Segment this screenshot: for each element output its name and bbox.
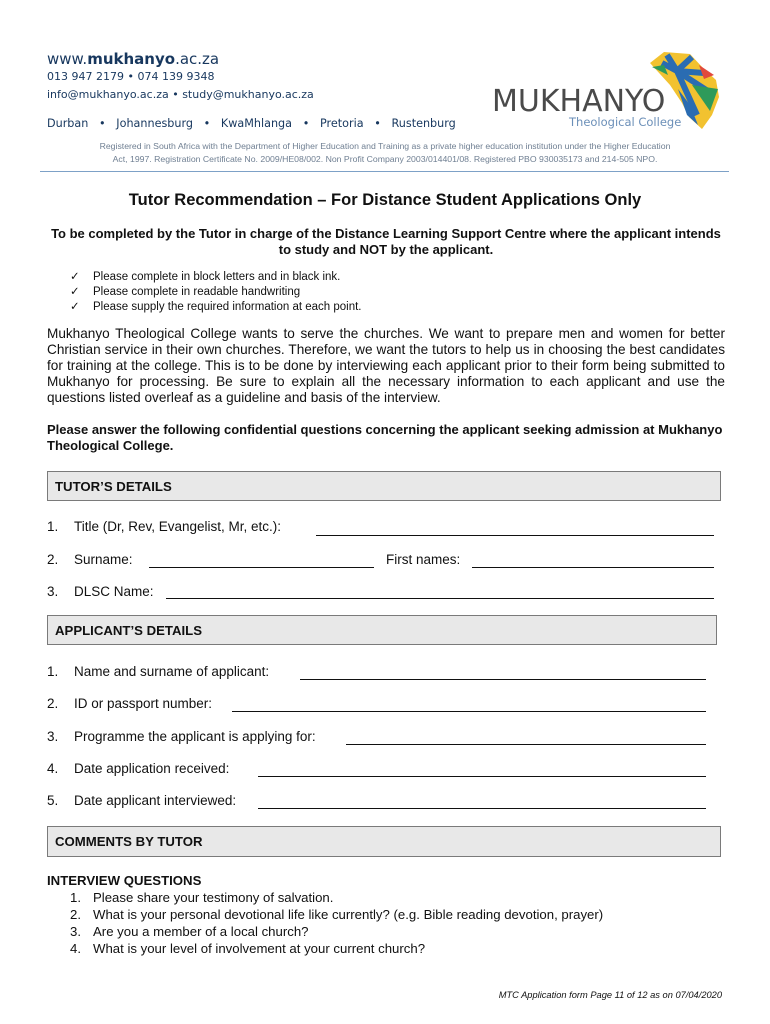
- intro-paragraph: Mukhanyo Theological College wants to serve the churches. We want to prepare men and women for better Christian service in their own churches. Therefore, we want the tutors to help us in choosing the best candidates for training at the college. This is to be done by interviewing each applicant prior to their form being submitted to Mukhanyo for processing. Be sure to explain all the necessary information to each applicant and use the questions listed overleaf as a guideline and basis of the interview.: [47, 326, 725, 405]
- tutor-surname-field[interactable]: 2. Surname:: [47, 552, 133, 567]
- tutor-firstnames-label: First names:: [386, 552, 461, 567]
- interview-questions: [70, 889, 603, 957]
- confidential-note: Please answer the following confidential questions concerning the applicant seeking admission at Mukhanyo Theological College.: [47, 422, 723, 453]
- city: KwaMhlanga: [220, 117, 293, 130]
- id-passport-line[interactable]: [232, 711, 706, 712]
- comments-header: COMMENTS BY TUTOR: [47, 826, 721, 857]
- instruction-item: ✓ Please supply the required information at each point.: [70, 301, 362, 313]
- instruction-item: ✓ Please complete in block letters and in black ink.: [70, 271, 341, 283]
- website-url: www.mukhanyo.ac.za: [47, 50, 220, 68]
- tutor-title-line[interactable]: [316, 535, 714, 536]
- city: Pretoria: [319, 117, 364, 130]
- registration-info: Registered in South Africa with the Department of Higher Education and Training as a private higher education institution under the Higher Education Act, 1997. Registration Certificate No. 2009/HE08/002. Non Profit Company 2003/014401/08. Registered PBO 930035173 and 214-505 NPO.: [99, 141, 671, 164]
- checkmark-icon: ✓: [70, 301, 80, 313]
- date-received-field[interactable]: 4. Date application received:: [47, 761, 230, 776]
- logo-name: MUKHANYO: [492, 84, 666, 119]
- applicant-name-line[interactable]: [300, 679, 706, 680]
- tutor-surname-line[interactable]: [149, 567, 374, 568]
- logo-subtitle: Theological College: [569, 115, 682, 129]
- email-addresses: info@mukhanyo.ac.za • study@mukhanyo.ac.za: [47, 88, 314, 101]
- phone-numbers: 013 947 2179 • 074 139 9348: [47, 70, 215, 83]
- checkmark-icon: ✓: [70, 286, 80, 298]
- header-divider: [40, 171, 729, 172]
- id-passport-field[interactable]: 2. ID or passport number:: [47, 696, 213, 711]
- applicant-details-header: APPLICANT’S DETAILS: [47, 615, 717, 645]
- form-title: Tutor Recommendation – For Distance Student Applications Only: [128, 191, 642, 209]
- form-subtitle: To be completed by the Tutor in charge of the Distance Learning Support Centre where the applicant intends to study and NOT by the applicant.: [51, 226, 721, 257]
- applicant-name-field[interactable]: 1. Name and surname of applicant:: [47, 664, 270, 679]
- instruction-item: ✓ Please complete in readable handwriting: [70, 286, 301, 298]
- question-item: 3. Are you a member of a local church?: [70, 924, 309, 939]
- college-logo: [492, 45, 724, 135]
- programme-field[interactable]: 3. Programme the applicant is applying for:: [47, 729, 316, 744]
- city: Johannesburg: [116, 117, 193, 130]
- question-item: 2. What is your personal devotional life like currently? (e.g. Bible reading devotion, prayer): [70, 907, 604, 922]
- tutor-firstnames-line[interactable]: [472, 567, 714, 568]
- checkmark-icon: ✓: [70, 271, 80, 283]
- dlsc-name-line[interactable]: [166, 598, 714, 599]
- date-received-line[interactable]: [258, 776, 706, 777]
- tutor-title-field[interactable]: 1. Title (Dr, Rev, Evangelist, Mr, etc.):: [47, 519, 282, 534]
- dlsc-name-field[interactable]: 3. DLSC Name:: [47, 584, 154, 599]
- city: Rustenburg: [391, 117, 456, 130]
- interview-heading: INTERVIEW QUESTIONS: [47, 873, 202, 888]
- city: Durban: [47, 117, 89, 130]
- question-item: 4. What is your level of involvement at your current church?: [70, 941, 426, 956]
- programme-line[interactable]: [346, 744, 706, 745]
- campus-cities: Durban • Johannesburg • KwaMhlanga • Pretoria • Rustenburg: [47, 117, 456, 130]
- page-footer: MTC Application form Page 11 of 12 as on 07/04/2020: [498, 990, 722, 1000]
- date-interviewed-line[interactable]: [258, 808, 706, 809]
- date-interviewed-field[interactable]: 5. Date applicant interviewed:: [47, 793, 237, 808]
- tutor-details-header: TUTOR’S DETAILS: [47, 471, 721, 501]
- instruction-list: [70, 270, 362, 315]
- question-item: 1. Please share your testimony of salvation.: [70, 890, 334, 905]
